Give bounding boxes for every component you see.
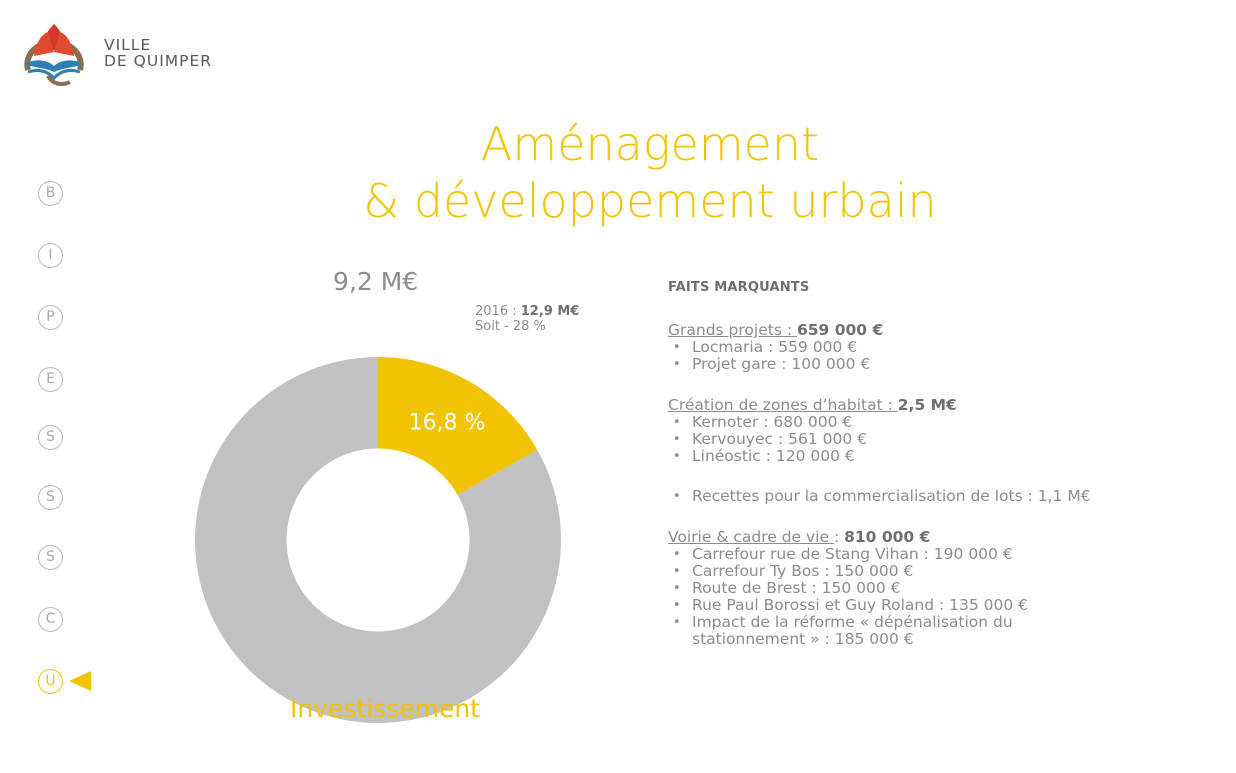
habitat-list [668, 414, 1228, 465]
nav-circle: P [38, 305, 63, 330]
list-item: • Locmaria : 559 000 € [668, 339, 1228, 356]
quimper-emblem-icon [18, 20, 98, 86]
nav-circle: S [38, 485, 63, 510]
compare-year: 2016 : [475, 304, 521, 319]
list-item: • Kernoter : 680 000 € [668, 414, 1228, 431]
voirie-title [668, 528, 1228, 546]
facts-panel [668, 280, 1228, 648]
donut-slice-label: 16,8 % [408, 410, 486, 436]
logo-line-2: DE QUIMPER [104, 52, 213, 70]
chart-total-label: 9,2 M€ [333, 267, 419, 296]
investment-donut-chart [185, 262, 585, 732]
list-item-continued: stationnement » : 185 000 € [692, 630, 914, 648]
list-item: • Linéostic : 120 000 € [668, 448, 1228, 465]
chart-caption: Investissement [290, 694, 480, 723]
logo-text [104, 37, 212, 69]
compare-value: 12,9 M€ [520, 304, 580, 319]
nav-circle: S [38, 545, 63, 570]
nav-item-c[interactable] [38, 603, 118, 635]
nav-item-i[interactable] [38, 239, 118, 271]
logo-line-1: VILLE [104, 36, 152, 54]
list-item: • Projet gare : 100 000 € [668, 356, 1228, 373]
compare-change: Soit - 28 % [475, 319, 546, 334]
group-colon: : [833, 528, 845, 546]
group-label: Grands projets : [668, 321, 797, 339]
list-item: • Kervouyec : 561 000 € [668, 431, 1228, 448]
nav-circle: B [38, 181, 63, 206]
facts-heading: FAITS MARQUANTS [668, 280, 810, 295]
nav-item-s-1[interactable] [38, 421, 118, 453]
grands-projets-list [668, 339, 1228, 373]
nav-circle: E [38, 367, 63, 392]
list-item: • Route de Brest : 150 000 € [668, 580, 1228, 597]
nav-item-u[interactable] [38, 665, 118, 697]
nav-circle: C [38, 607, 63, 632]
nav-circle: S [38, 425, 63, 450]
nav-item-s-3[interactable] [38, 541, 118, 573]
nav-item-e[interactable] [38, 363, 118, 395]
nav-circle: U [38, 669, 63, 694]
page-title-line-1: Aménagement [480, 117, 820, 171]
nav-item-b[interactable] [38, 177, 118, 209]
page-title [230, 116, 1070, 230]
chart-comparison [475, 304, 579, 334]
nav-item-s-2[interactable] [38, 481, 118, 513]
list-item: • Impact de la réforme « dépénalisation du [668, 614, 1228, 631]
group-label: Création de zones d’habitat : [668, 396, 898, 414]
list-item: • Recettes pour la commercialisation de lots : 1,1 M€ [668, 488, 1228, 505]
group-amount: 2,5 M€ [897, 396, 957, 414]
habitat-title [668, 396, 1228, 414]
recettes-list [668, 488, 1228, 505]
voirie-list [668, 546, 1228, 648]
page-title-line-2: & développement urbain [363, 174, 937, 228]
list-item: • Carrefour Ty Bos : 150 000 € [668, 563, 1228, 580]
grands-projets-title [668, 321, 1228, 339]
list-item: • Rue Paul Borossi et Guy Roland : 135 000 € [668, 597, 1228, 614]
group-amount: 810 000 € [844, 528, 931, 546]
list-item: • Carrefour rue de Stang Vihan : 190 000 € [668, 546, 1228, 563]
city-logo [18, 20, 233, 86]
group-amount: 659 000 € [796, 321, 884, 339]
nav-item-p[interactable] [38, 301, 118, 333]
group-label: Voirie & cadre de vie [668, 528, 834, 546]
nav-circle: I [38, 243, 63, 268]
current-section-arrow-icon [69, 671, 91, 691]
